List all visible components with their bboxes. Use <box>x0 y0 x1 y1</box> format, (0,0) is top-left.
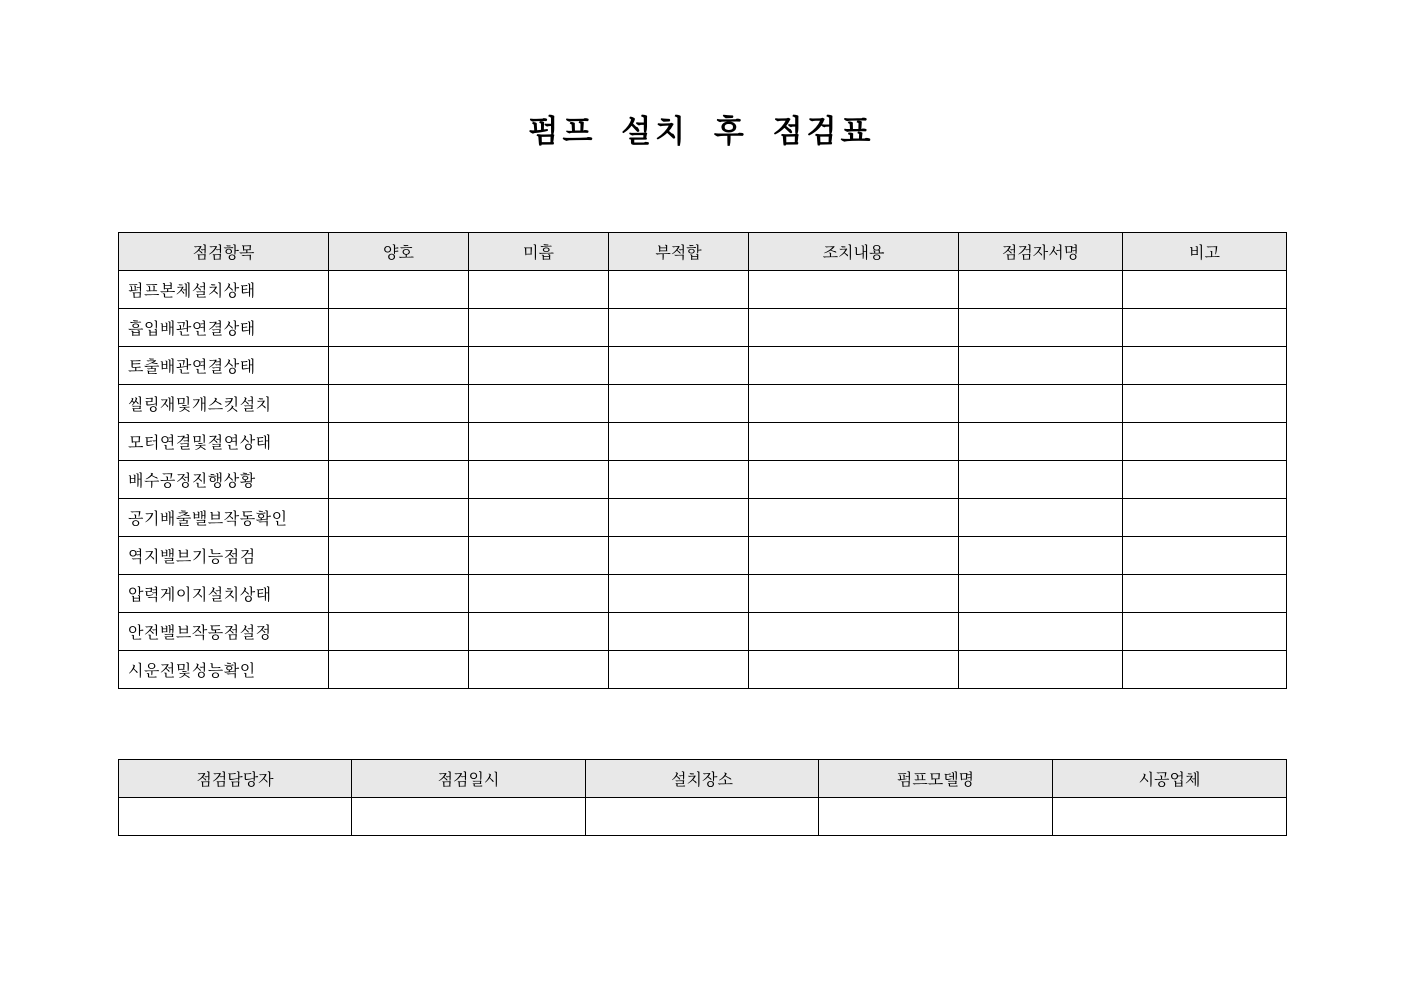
unsuitable-cell[interactable] <box>609 271 749 309</box>
action-taken-cell[interactable] <box>749 651 959 689</box>
unsuitable-cell[interactable] <box>609 651 749 689</box>
action-taken-cell[interactable] <box>749 575 959 613</box>
table-row <box>119 575 1287 613</box>
checklist-body <box>119 271 1287 689</box>
header-inspector-signature: 점검자서명 <box>959 233 1123 271</box>
good-cell[interactable] <box>329 309 469 347</box>
header-good: 양호 <box>329 233 469 271</box>
remarks-cell[interactable] <box>1123 651 1287 689</box>
inspection-item-label: 씰링재및개스킷설치 <box>119 385 329 423</box>
insufficient-cell[interactable] <box>469 537 609 575</box>
inspection-item-label: 시운전및성능확인 <box>119 651 329 689</box>
insufficient-cell[interactable] <box>469 499 609 537</box>
action-taken-cell[interactable] <box>749 461 959 499</box>
remarks-cell[interactable] <box>1123 461 1287 499</box>
header-unsuitable: 부적합 <box>609 233 749 271</box>
table-row <box>119 271 1287 309</box>
inspector-signature-cell[interactable] <box>959 309 1123 347</box>
header-pump-model: 펌프모델명 <box>819 760 1053 798</box>
unsuitable-cell[interactable] <box>609 309 749 347</box>
installation-location-cell[interactable] <box>586 798 819 836</box>
unsuitable-cell[interactable] <box>609 385 749 423</box>
table-row <box>119 385 1287 423</box>
document-title: 펌프 설치 후 점검표 <box>528 114 875 150</box>
table-row <box>119 499 1287 537</box>
inspector-signature-cell[interactable] <box>959 575 1123 613</box>
insufficient-cell[interactable] <box>469 271 609 309</box>
header-remarks: 비고 <box>1123 233 1287 271</box>
unsuitable-cell[interactable] <box>609 575 749 613</box>
header-contractor: 시공업체 <box>1053 760 1287 798</box>
table-row <box>119 651 1287 689</box>
unsuitable-cell[interactable] <box>609 461 749 499</box>
good-cell[interactable] <box>329 613 469 651</box>
header-inspection-item: 점검항목 <box>119 233 329 271</box>
pump-model-cell[interactable] <box>819 798 1053 836</box>
table-row <box>119 461 1287 499</box>
insufficient-cell[interactable] <box>469 575 609 613</box>
remarks-cell[interactable] <box>1123 575 1287 613</box>
header-action-taken: 조치내용 <box>749 233 959 271</box>
insufficient-cell[interactable] <box>469 385 609 423</box>
checklist-header-row <box>119 233 1287 271</box>
remarks-cell[interactable] <box>1123 537 1287 575</box>
good-cell[interactable] <box>329 271 469 309</box>
remarks-cell[interactable] <box>1123 271 1287 309</box>
inspector-signature-cell[interactable] <box>959 613 1123 651</box>
table-row <box>119 423 1287 461</box>
inspection-info-table <box>118 759 1287 836</box>
inspector-signature-cell[interactable] <box>959 271 1123 309</box>
good-cell[interactable] <box>329 461 469 499</box>
table-row <box>119 537 1287 575</box>
insufficient-cell[interactable] <box>469 423 609 461</box>
action-taken-cell[interactable] <box>749 537 959 575</box>
remarks-cell[interactable] <box>1123 309 1287 347</box>
action-taken-cell[interactable] <box>749 347 959 385</box>
good-cell[interactable] <box>329 499 469 537</box>
good-cell[interactable] <box>329 575 469 613</box>
inspector-signature-cell[interactable] <box>959 423 1123 461</box>
inspector-signature-cell[interactable] <box>959 537 1123 575</box>
good-cell[interactable] <box>329 423 469 461</box>
inspector-in-charge-cell[interactable] <box>119 798 352 836</box>
info-header-row <box>119 760 1287 798</box>
info-input-row <box>119 798 1287 836</box>
inspector-signature-cell[interactable] <box>959 347 1123 385</box>
action-taken-cell[interactable] <box>749 499 959 537</box>
insufficient-cell[interactable] <box>469 651 609 689</box>
remarks-cell[interactable] <box>1123 385 1287 423</box>
inspector-signature-cell[interactable] <box>959 651 1123 689</box>
header-inspector-in-charge: 점검담당자 <box>119 760 352 798</box>
header-installation-location: 설치장소 <box>586 760 819 798</box>
good-cell[interactable] <box>329 537 469 575</box>
action-taken-cell[interactable] <box>749 309 959 347</box>
unsuitable-cell[interactable] <box>609 499 749 537</box>
header-inspection-datetime: 점검일시 <box>352 760 586 798</box>
table-row <box>119 347 1287 385</box>
inspection-item-label: 토출배관연결상태 <box>119 347 329 385</box>
action-taken-cell[interactable] <box>749 613 959 651</box>
remarks-cell[interactable] <box>1123 347 1287 385</box>
unsuitable-cell[interactable] <box>609 613 749 651</box>
inspection-item-label: 안전밸브작동점설정 <box>119 613 329 651</box>
inspection-item-label: 흡입배관연결상태 <box>119 309 329 347</box>
action-taken-cell[interactable] <box>749 271 959 309</box>
insufficient-cell[interactable] <box>469 347 609 385</box>
unsuitable-cell[interactable] <box>609 347 749 385</box>
insufficient-cell[interactable] <box>469 461 609 499</box>
inspection-item-label: 공기배출밸브작동확인 <box>119 499 329 537</box>
inspection-item-label: 역지밸브기능점검 <box>119 537 329 575</box>
table-row <box>119 309 1287 347</box>
inspector-signature-cell[interactable] <box>959 461 1123 499</box>
inspection-item-label: 펌프본체설치상태 <box>119 271 329 309</box>
contractor-cell[interactable] <box>1053 798 1287 836</box>
remarks-cell[interactable] <box>1123 423 1287 461</box>
inspection-item-label: 모터연결및절연상태 <box>119 423 329 461</box>
unsuitable-cell[interactable] <box>609 537 749 575</box>
inspection-item-label: 배수공정진행상황 <box>119 461 329 499</box>
insufficient-cell[interactable] <box>469 309 609 347</box>
inspection-checklist-table <box>118 232 1287 689</box>
remarks-cell[interactable] <box>1123 613 1287 651</box>
inspector-signature-cell[interactable] <box>959 385 1123 423</box>
table-row <box>119 613 1287 651</box>
remarks-cell[interactable] <box>1123 499 1287 537</box>
inspection-item-label: 압력게이지설치상태 <box>119 575 329 613</box>
inspection-datetime-cell[interactable] <box>352 798 586 836</box>
inspector-signature-cell[interactable] <box>959 499 1123 537</box>
good-cell[interactable] <box>329 347 469 385</box>
good-cell[interactable] <box>329 651 469 689</box>
header-insufficient: 미흡 <box>469 233 609 271</box>
unsuitable-cell[interactable] <box>609 423 749 461</box>
insufficient-cell[interactable] <box>469 613 609 651</box>
action-taken-cell[interactable] <box>749 385 959 423</box>
action-taken-cell[interactable] <box>749 423 959 461</box>
good-cell[interactable] <box>329 385 469 423</box>
